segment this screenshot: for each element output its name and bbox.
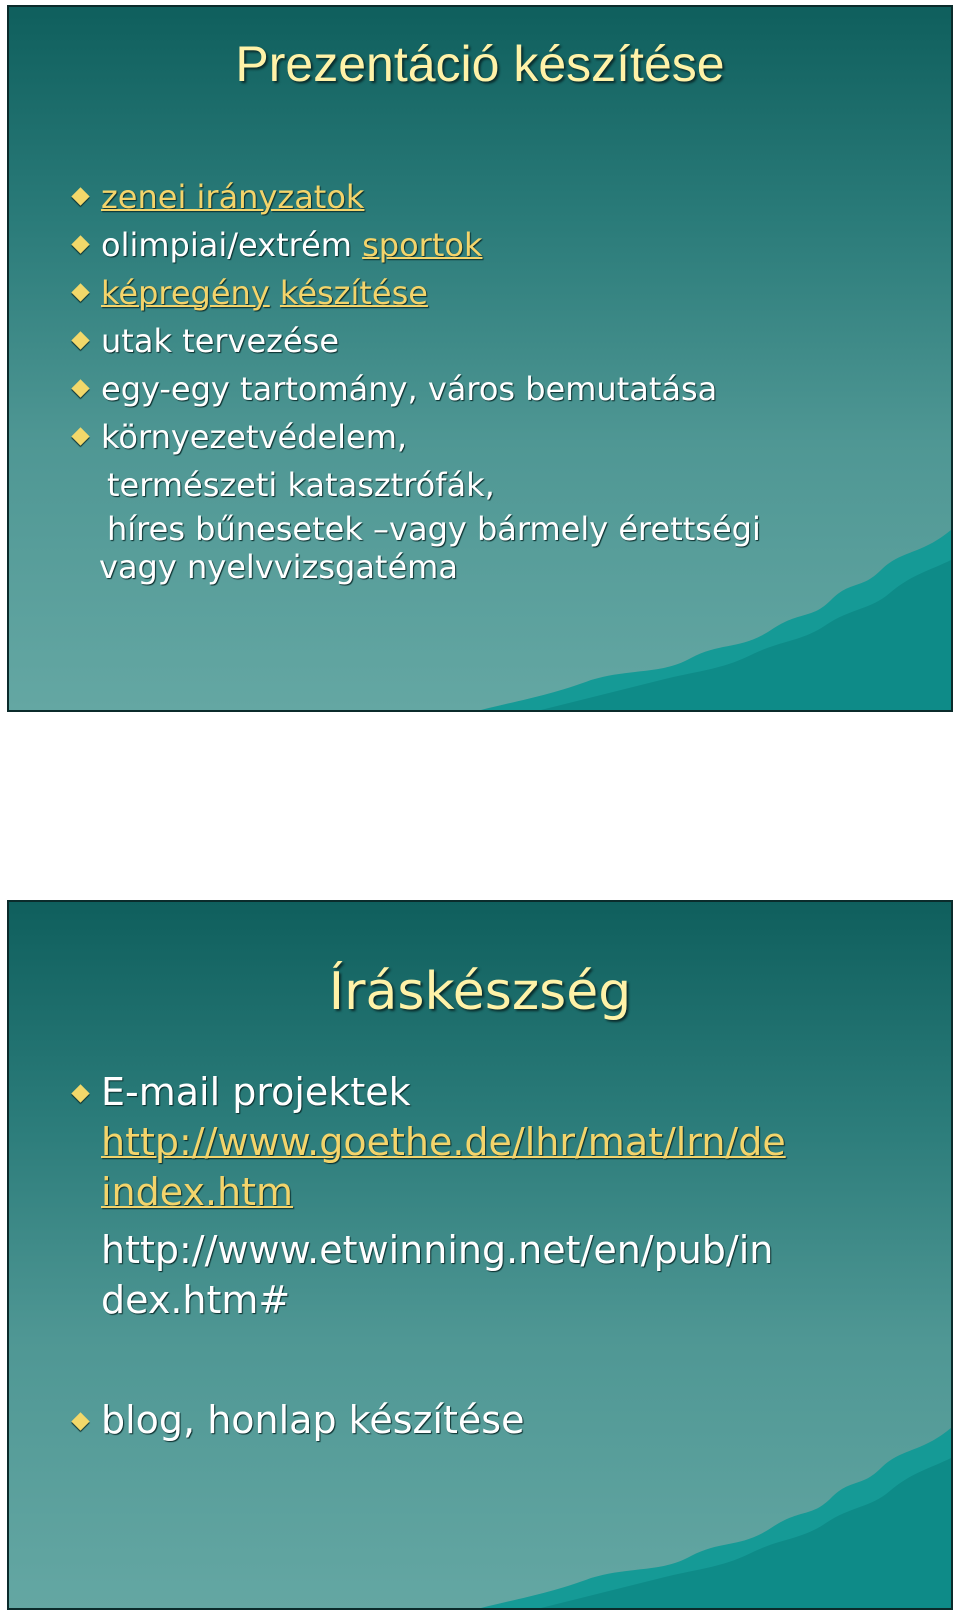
goethe-link[interactable]: http://www.goethe.de/lhr/mat/lrn/de [101, 1120, 786, 1164]
slide-title: Íráskészség [328, 962, 632, 1022]
diamond-bullet-icon [71, 187, 89, 205]
item-text: környezetvédelem, [101, 418, 408, 456]
topic-list [9, 1067, 951, 1445]
item-text: olimpiai/extrém [101, 226, 363, 264]
slide-title: Prezentáció készítése [235, 36, 725, 92]
diamond-bullet-icon [71, 379, 89, 397]
list-item [9, 1067, 951, 1117]
continuation-line: vagy nyelvvizsgatéma [99, 548, 458, 586]
diamond-bullet-icon [71, 427, 89, 445]
link[interactable]: készítése [279, 274, 428, 312]
continuation-line: híres bűnesetek –vagy bármely érettségi [107, 510, 761, 548]
list-item [9, 365, 951, 413]
link[interactable]: képregény [101, 274, 270, 312]
topic-list [9, 173, 951, 585]
diamond-bullet-icon [71, 235, 89, 253]
url-line: dex.htm# [101, 1278, 291, 1322]
list-item [9, 221, 951, 269]
slide-1 [7, 5, 953, 712]
diamond-bullet-icon [71, 331, 89, 349]
mountain-decoration [481, 1428, 951, 1608]
link[interactable]: sportok [362, 226, 483, 264]
item-text: blog, honlap készítése [101, 1398, 525, 1442]
slide-2 [7, 900, 953, 1610]
diamond-bullet-icon [71, 283, 89, 301]
url-line [9, 1167, 951, 1217]
list-item [9, 413, 951, 461]
list-item [9, 173, 951, 221]
url-line [9, 1117, 951, 1167]
url-line: http://www.etwinning.net/en/pub/in [101, 1228, 774, 1272]
link[interactable]: zenei irányzatok [101, 178, 365, 216]
list-item [9, 269, 951, 317]
diamond-bullet-icon [71, 1412, 89, 1430]
item-text: egy-egy tartomány, város bemutatása [101, 370, 718, 408]
item-space [270, 274, 280, 312]
item-text: utak tervezése [101, 322, 339, 360]
list-item [9, 317, 951, 365]
continuation-line: természeti katasztrófák, [107, 466, 495, 504]
goethe-link[interactable]: index.htm [101, 1170, 294, 1214]
diamond-bullet-icon [71, 1084, 89, 1102]
item-text: E-mail projektek [101, 1070, 411, 1114]
list-item [9, 1395, 951, 1445]
spacer [9, 1325, 951, 1395]
